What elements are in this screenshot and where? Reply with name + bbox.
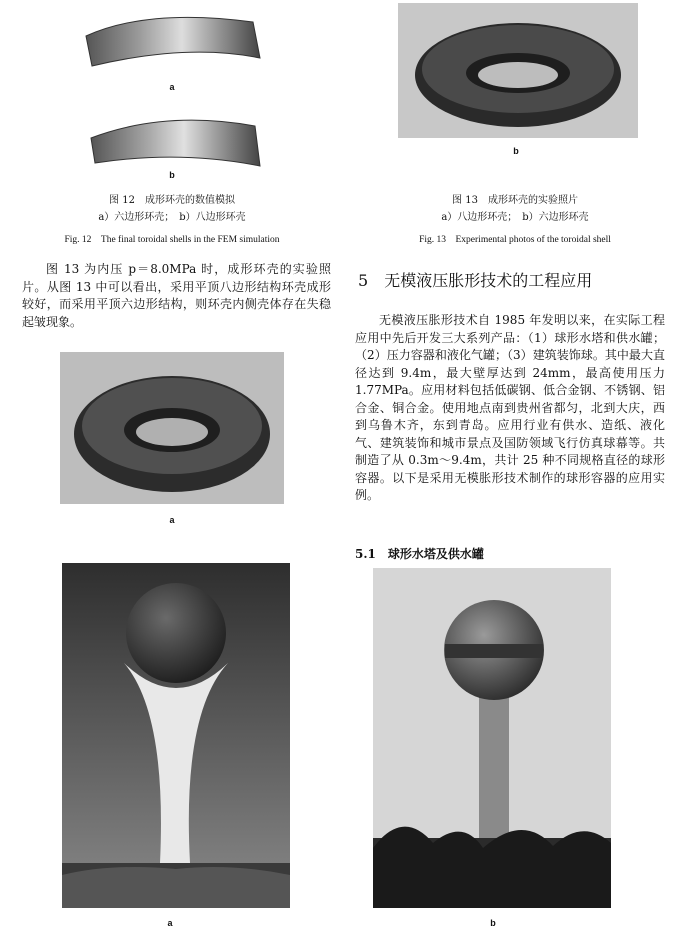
fig13-caption-cn: 图 13 成形环壳的实验照片 xyxy=(452,195,578,206)
left-paragraph xyxy=(22,261,331,331)
subsection-title: 球形水塔及供水罐 xyxy=(387,547,484,561)
fig12b-label: b xyxy=(169,170,175,180)
fig13-caption-en: Fig. 13 Experimental photos of the toroidal shell xyxy=(419,235,611,245)
section-paragraph xyxy=(355,312,665,505)
fig14b-label: b xyxy=(490,918,496,928)
fig12a-label: a xyxy=(169,82,175,92)
fig14b-water-tower-image xyxy=(373,568,611,908)
fig12b-image xyxy=(85,108,263,170)
fig12-caption-sub: a）六边形环壳； b）八边形环壳 xyxy=(98,212,246,223)
fig14a-water-tower-image xyxy=(62,563,290,908)
left-paragraph-text: 图 13 为内压 p＝8.0MPa 时，成形环壳的实验照片。从图 13 中可以看出，采用平顶八边形结构环壳成形较好，而采用平顶六边形结构，则环壳内侧壳体存在失稳起皱现象。 xyxy=(22,262,331,329)
fig13a-label: a xyxy=(169,515,175,525)
fig12-caption-en: Fig. 12 The final toroidal shells in the FEM simulation xyxy=(64,235,280,245)
fig12a-image xyxy=(78,8,268,70)
fig12-caption-cn: 图 12 成形环壳的数值模拟 xyxy=(109,195,235,206)
section-title: 无模液压胀形技术的工程应用 xyxy=(384,271,593,290)
section-heading xyxy=(358,268,592,291)
subsection-heading xyxy=(355,545,484,562)
fig14a-label: a xyxy=(167,918,173,928)
fig13a-image xyxy=(60,352,284,504)
fig13-caption-sub: a）八边形环壳； b）六边形环壳 xyxy=(441,212,589,223)
fig13b-label: b xyxy=(513,146,519,156)
subsection-number: 5.1 xyxy=(355,547,376,561)
fig13b-image xyxy=(398,3,638,138)
section-number: 5 xyxy=(358,271,369,290)
section-paragraph-text: 无模液压胀形技术自 1985 年发明以来，在实际工程应用中先后开发三大系列产品：（1）球形水塔和供水罐；（2）压力容器和液化气罐；（3）建筑装饰球。其中最大直径达到 9.4m，最大壁厚达到 24mm，最高使用压力 1.77MPa。应用材料包括低碳钢、低合金钢、不锈钢、铝合金、铜合金。使用地点南到贵州省都匀，北到大庆，西到乌鲁木齐，东到青岛。应用行业有供水、造纸、液化气、建筑装饰和城市景点及国防领域飞行仿真球幕等。共制造了从 0.3m～9.4m，共计 25 种不同规格直径的球形容器。以下是采用无模胀形技术制作的球形容器的应用实例。 xyxy=(355,313,665,502)
